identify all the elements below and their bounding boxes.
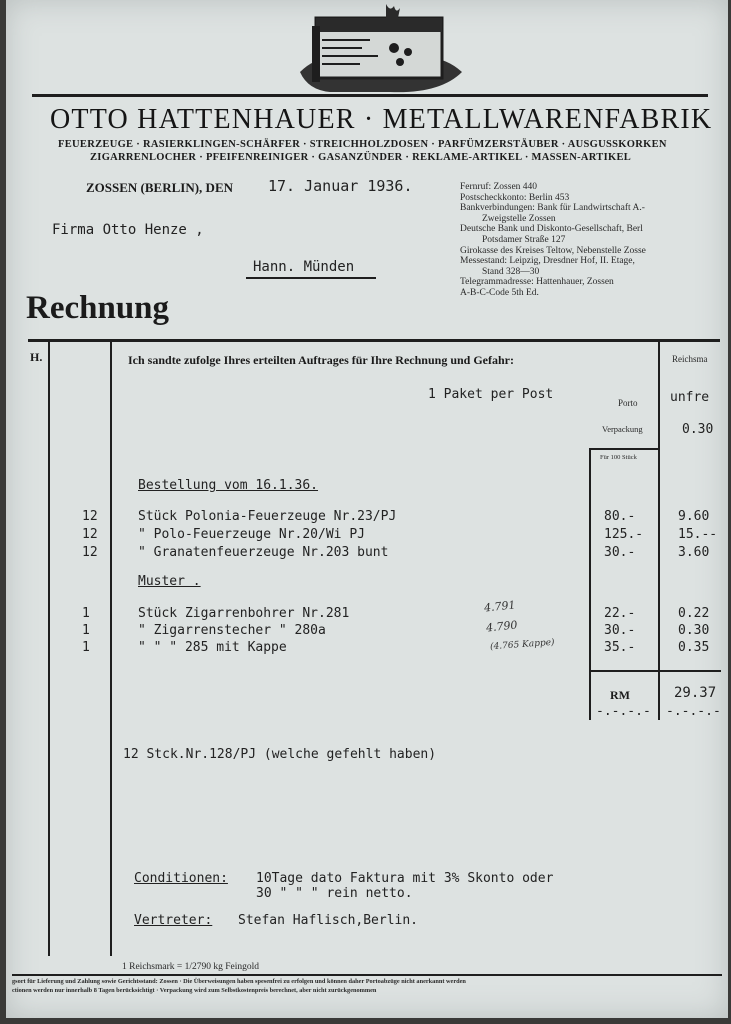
item-description: " Granatenfeuerzeuge Nr.203 bunt bbox=[138, 545, 389, 560]
gold-standard-note: 1 Reichsmark = 1/2790 kg Feingold bbox=[122, 962, 260, 972]
per100-header-rule bbox=[589, 448, 659, 450]
sum-rule bbox=[589, 670, 721, 672]
handwritten-note-2: 4.790 bbox=[485, 618, 519, 635]
contact-line: Deutsche Bank und Diskonto-Gesellschaft, Berl bbox=[460, 224, 643, 235]
item-quantity: 1 bbox=[82, 606, 90, 621]
item-description: Stück Polonia-Feuerzeuge Nr.23/PJ bbox=[138, 509, 397, 524]
item-description: " Polo-Feuerzeuge Nr.20/Wi PJ bbox=[138, 527, 365, 542]
qty-column-divider bbox=[110, 342, 112, 956]
document-title: Rechnung bbox=[26, 290, 170, 326]
city-underline bbox=[246, 277, 376, 279]
table-top-rule bbox=[28, 339, 720, 342]
recipient-city: Hann. Münden bbox=[253, 259, 355, 275]
company-name: OTTO HATTENHAUER · METALLWARENFABRIK bbox=[50, 104, 713, 135]
sum-value: 29.37 bbox=[674, 685, 717, 701]
contact-line: Stand 328—30 bbox=[482, 266, 540, 277]
item-quantity: 12 bbox=[82, 527, 98, 542]
recipient-name: Firma Otto Henze , bbox=[52, 222, 204, 238]
invoice-date: 17. Januar 1936. bbox=[268, 177, 413, 195]
porto-label: Porto bbox=[618, 398, 638, 408]
table-left-border bbox=[48, 342, 50, 956]
contact-line: Girokasse des Kreises Teltow, Nebenstelle Zosse bbox=[460, 245, 646, 256]
item-unit-price: 80.- bbox=[604, 509, 636, 524]
item-unit-price: 22.- bbox=[604, 606, 636, 621]
item-total: 0.30 bbox=[678, 623, 710, 638]
footer-rule bbox=[12, 974, 722, 976]
item-quantity: 1 bbox=[82, 640, 90, 655]
terms-line-2: ctionen werden nur innerhalb 8 Tagen berücksichtigt · Verpackung wird zum Selbstkostenpreis berechnet, aber nicht zurückgenommen bbox=[12, 987, 377, 994]
contact-line: Postscheckkonto: Berlin 453 bbox=[460, 192, 570, 203]
agent-label: Vertreter: bbox=[134, 913, 213, 928]
sum-currency-label: RM bbox=[610, 688, 630, 702]
item-description: " Zigarrenstecher " 280a bbox=[138, 623, 326, 638]
item-description: " " " 285 mit Kappe bbox=[138, 640, 287, 655]
contact-line: A-B-C-Code 5th Ed. bbox=[460, 287, 539, 298]
per100-header: Für 100 Stück bbox=[600, 454, 637, 461]
conditions-line-1: 10Tage dato Faktura mit 3% Skonto oder bbox=[256, 871, 554, 886]
terms-line-1: gsort für Lieferung und Zahlung sowie Gerichtsstand: Zossen · Die Überweisungen haben spesenfrei zu erfolgen und können daher Portoabzüge nicht anerkannt werden bbox=[12, 978, 466, 985]
contact-line: Messestand: Leipzig, Dresdner Hof, II. Etage, bbox=[460, 256, 635, 267]
place-label: ZOSSEN (BERLIN), DEN bbox=[86, 180, 234, 195]
item-unit-price: 30.- bbox=[604, 545, 636, 560]
contact-line: Fernruf: Zossen 440 bbox=[460, 182, 538, 192]
conditions-label: Conditionen: bbox=[134, 871, 228, 886]
contact-block bbox=[460, 182, 646, 299]
item-total: 0.22 bbox=[678, 606, 710, 621]
shipment-line: 1 Paket per Post bbox=[428, 387, 554, 402]
contact-line: Potsdamer Straße 127 bbox=[482, 234, 566, 245]
currency-header: Reichsma bbox=[672, 354, 708, 364]
sum-dash-line-left: -.-.-.- bbox=[596, 704, 651, 719]
company-logo bbox=[290, 2, 470, 96]
packing-value: 0.30 bbox=[682, 422, 714, 437]
missing-items-note: 12 Stck.Nr.128/PJ (welche gefehlt haben) bbox=[123, 747, 437, 762]
order-heading: Bestellung vom 16.1.36. bbox=[138, 478, 319, 493]
invoice-page bbox=[6, 0, 728, 1018]
sample-heading: Muster . bbox=[138, 574, 201, 589]
conditions-line-2: 30 " " " rein netto. bbox=[256, 886, 413, 901]
item-unit-price: 125.- bbox=[604, 527, 644, 542]
unit-price-column-divider bbox=[589, 448, 591, 720]
item-quantity: 12 bbox=[82, 545, 98, 560]
agent-value: Stefan Haflisch,Berlin. bbox=[238, 913, 419, 928]
column-marker: H. bbox=[30, 350, 43, 364]
packing-label: Verpackung bbox=[602, 424, 643, 434]
contact-line: Telegrammadresse: Hattenhauer, Zossen bbox=[460, 277, 614, 288]
product-list-line-1: FEUERZEUGE · RASIERKLINGEN-SCHÄRFER · STREICHHOLZDOSEN · PARFÜMZERSTÄUBER · AUSGUSSKORKEN bbox=[58, 139, 667, 150]
contact-line: Bankverbindungen: Bank für Landwirtschaft A.- bbox=[460, 203, 645, 214]
sum-dash-line-right: -.-.-.- bbox=[666, 704, 721, 719]
item-description: Stück Zigarrenbohrer Nr.281 bbox=[138, 606, 350, 621]
item-total: 15.-- bbox=[678, 527, 718, 542]
handwritten-note-3: (4.765 Kappe) bbox=[489, 637, 555, 653]
item-total: 9.60 bbox=[678, 509, 710, 524]
contact-line: Zweigstelle Zossen bbox=[482, 213, 556, 224]
item-unit-price: 30.- bbox=[604, 623, 636, 638]
amount-column-divider bbox=[658, 342, 660, 720]
item-unit-price: 35.- bbox=[604, 640, 636, 655]
item-quantity: 1 bbox=[82, 623, 90, 638]
item-total: 3.60 bbox=[678, 545, 710, 560]
porto-value: unfre bbox=[670, 390, 710, 405]
product-list-line-2: ZIGARRENLOCHER · PFEIFENREINIGER · GASANZÜNDER · REKLAME-ARTIKEL · MASSEN-ARTIKEL bbox=[90, 152, 632, 163]
header-rule bbox=[32, 94, 708, 97]
item-quantity: 12 bbox=[82, 509, 98, 524]
intro-text: Ich sandte zufolge Ihres erteilten Auftrages für Ihre Rechnung und Gefahr: bbox=[128, 353, 514, 367]
handwritten-note-1: 4.791 bbox=[483, 598, 517, 615]
item-total: 0.35 bbox=[678, 640, 710, 655]
